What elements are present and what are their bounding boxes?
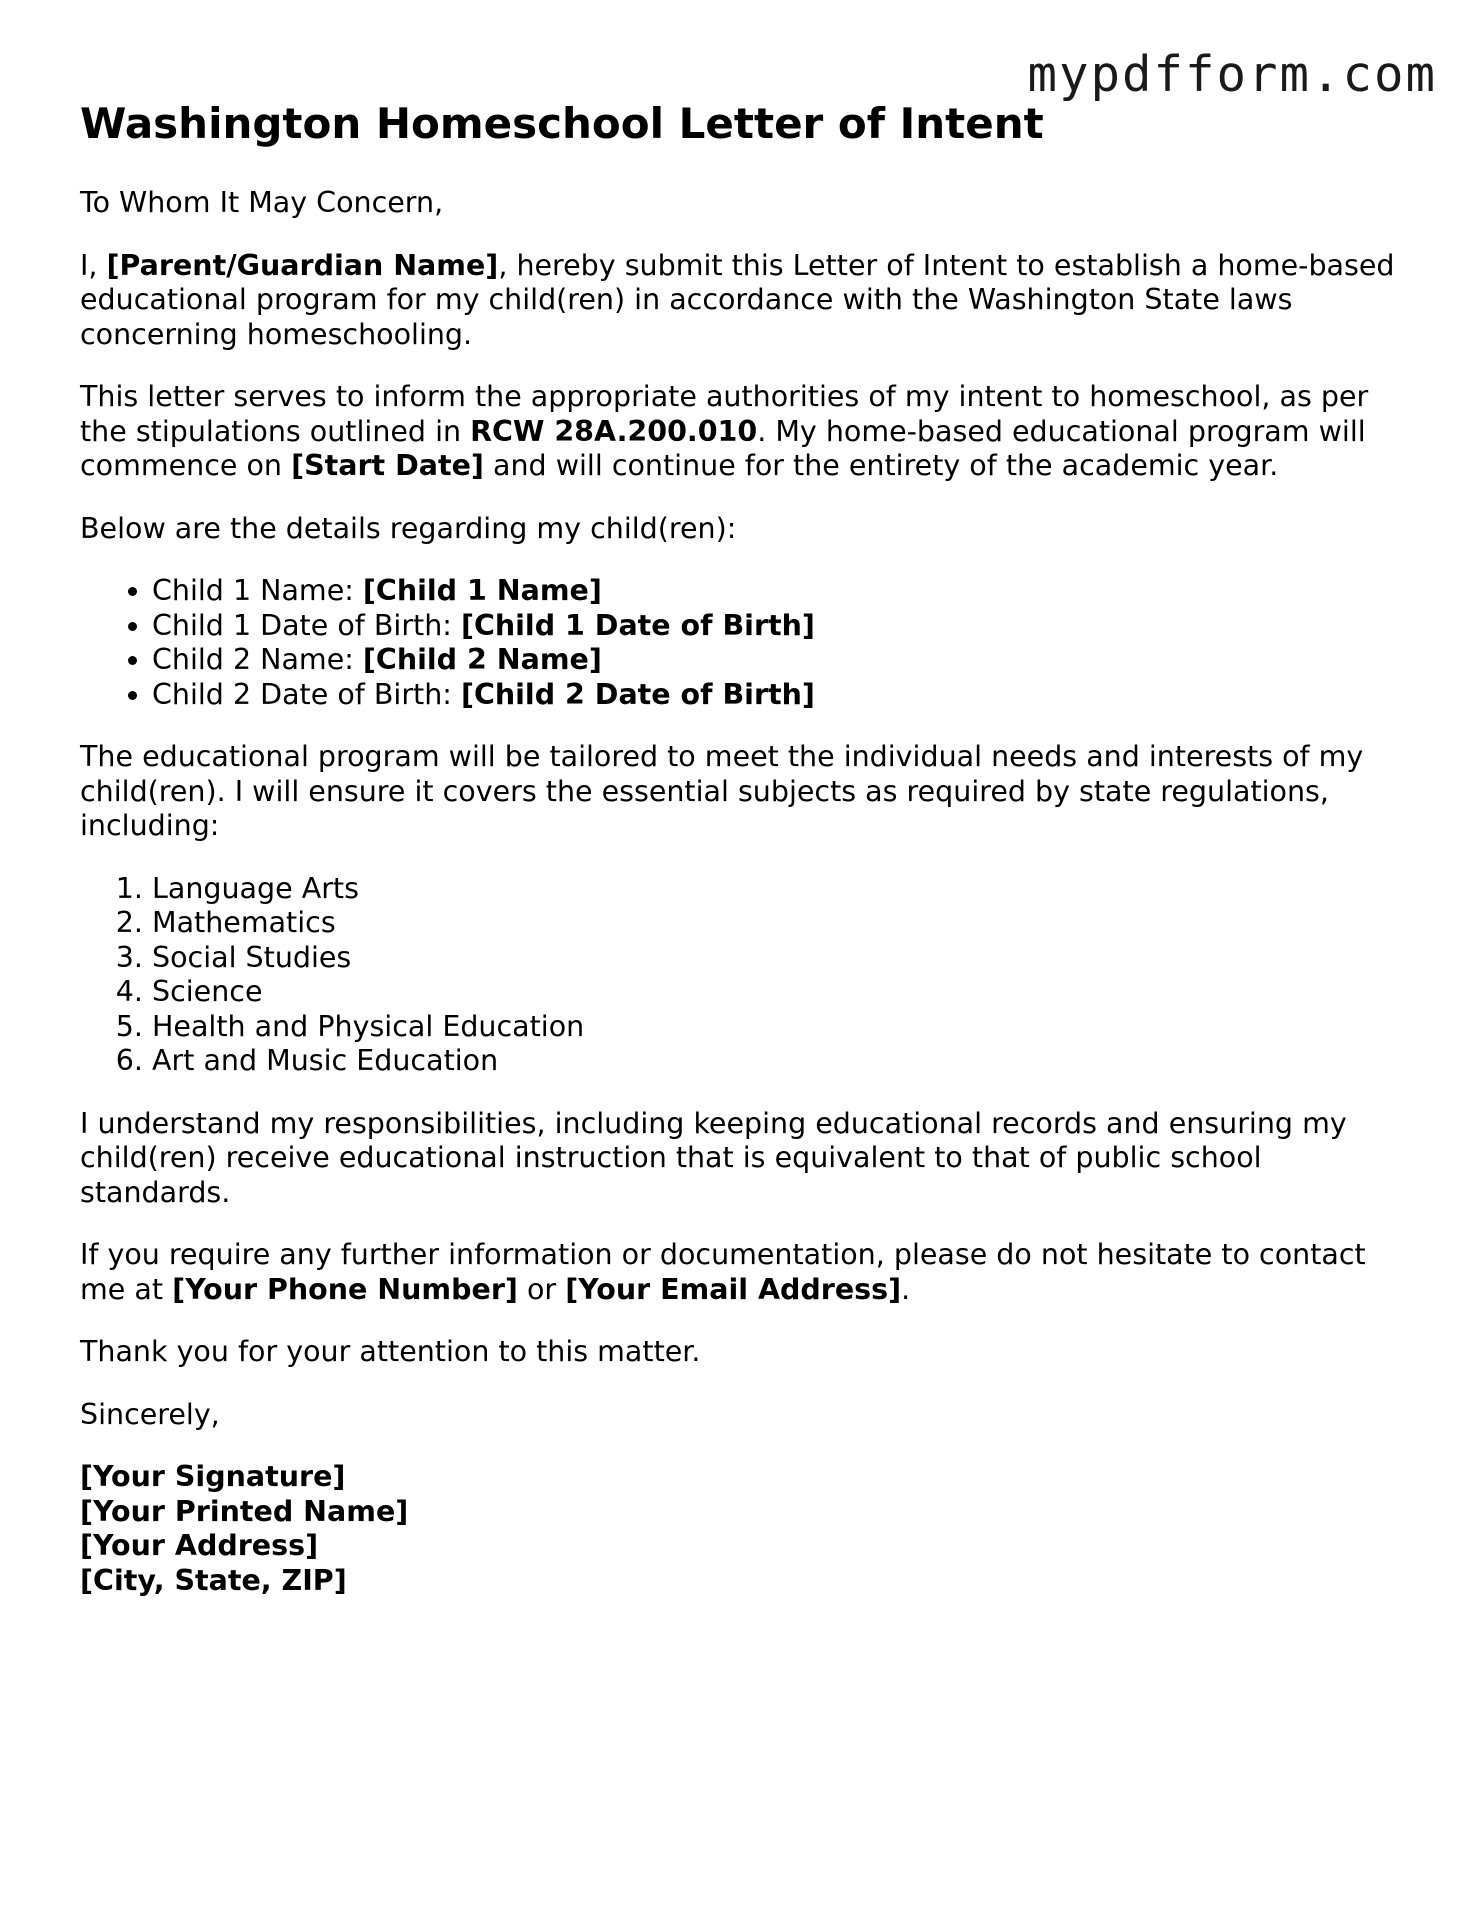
responsibilities-paragraph: I understand my responsibilities, including keeping educational records and ensuring my child(ren) receive educational instruction that is equivalent to that of public school standards.: [80, 1106, 1347, 1209]
page-title: Washington Homeschool Letter of Intent: [80, 99, 1044, 148]
email-placeholder: [Your Email Address]: [565, 1272, 902, 1306]
child-field-label: Child 2 Date of Birth:: [152, 677, 461, 711]
list-item: 6. Art and Music Education: [152, 1044, 1400, 1079]
subjects-list: [80, 872, 1400, 1079]
closing-line: Sincerely,: [80, 1397, 220, 1431]
contact-mid: or: [517, 1272, 566, 1306]
list-item: 5. Health and Physical Education: [152, 1010, 1400, 1045]
site-watermark: mypdfform.com: [1027, 46, 1437, 103]
purpose-post: and will continue for the entirety of the academic year.: [483, 449, 1279, 482]
address-placeholder: [Your Address]: [80, 1529, 319, 1562]
letter-body: [80, 98, 1400, 1598]
child-field-value: [Child 2 Date of Birth]: [460, 677, 815, 711]
program-paragraph: The educational program will be tailored to meet the individual needs and interests of my child(ren). I will ensure it covers the essential subjects as required by state regulations, including:: [80, 740, 1364, 842]
signature-placeholder: [Your Signature]: [80, 1460, 346, 1493]
printed-name-placeholder: [Your Printed Name]: [80, 1494, 409, 1528]
intro-pre: I,: [80, 248, 107, 282]
list-item: [152, 609, 1400, 644]
list-item: [152, 643, 1400, 678]
list-item: 3. Social Studies: [152, 941, 1400, 976]
start-date-placeholder: [Start Date]: [291, 449, 484, 482]
purpose-pre: This letter serves to inform the appropriate authorities of my intent to homeschool, as per the stipulations outlined in: [80, 380, 1369, 448]
children-list: [80, 574, 1400, 712]
signature-block: [80, 1460, 1400, 1598]
thanks-line: Thank you for your attention to this matter.: [80, 1335, 701, 1368]
contact-pre: If you require any further information or documentation, please do not hesitate to contact me at: [80, 1238, 1366, 1306]
purpose-mid: . My home-based educational program will commence on: [80, 414, 1366, 482]
salutation: To Whom It May Concern,: [80, 186, 444, 219]
child-field-label: Child 2 Name:: [152, 643, 363, 676]
intro-paragraph: [80, 249, 1400, 353]
list-item: 4. Science: [152, 975, 1400, 1010]
intro-post: , hereby submit this Letter of Intent to establish a home-based educational program for my child(ren) in accordance with the Washington State laws concerning homeschooling.: [80, 248, 1395, 351]
contact-post: .: [901, 1272, 911, 1306]
child-field-label: Child 1 Name:: [152, 574, 363, 607]
list-item: 2. Mathematics: [152, 906, 1400, 941]
list-item: [152, 678, 1400, 713]
list-item: 1. Language Arts: [152, 872, 1400, 907]
list-item: [152, 574, 1400, 609]
child-field-value: [Child 1 Date of Birth]: [460, 608, 815, 642]
phone-placeholder: [Your Phone Number]: [172, 1272, 518, 1306]
statute-reference: RCW 28A.200.010: [470, 414, 758, 448]
contact-paragraph: [80, 1238, 1400, 1307]
city-state-zip-placeholder: [City, State, ZIP]: [80, 1563, 347, 1597]
purpose-paragraph: [80, 380, 1400, 484]
parent-name-placeholder: [Parent/Guardian Name]: [106, 248, 499, 282]
child-field-value: [Child 2 Name]: [362, 643, 602, 676]
child-field-value: [Child 1 Name]: [362, 574, 602, 607]
children-intro: Below are the details regarding my child(ren):: [80, 511, 737, 545]
child-field-label: Child 1 Date of Birth:: [152, 608, 461, 642]
